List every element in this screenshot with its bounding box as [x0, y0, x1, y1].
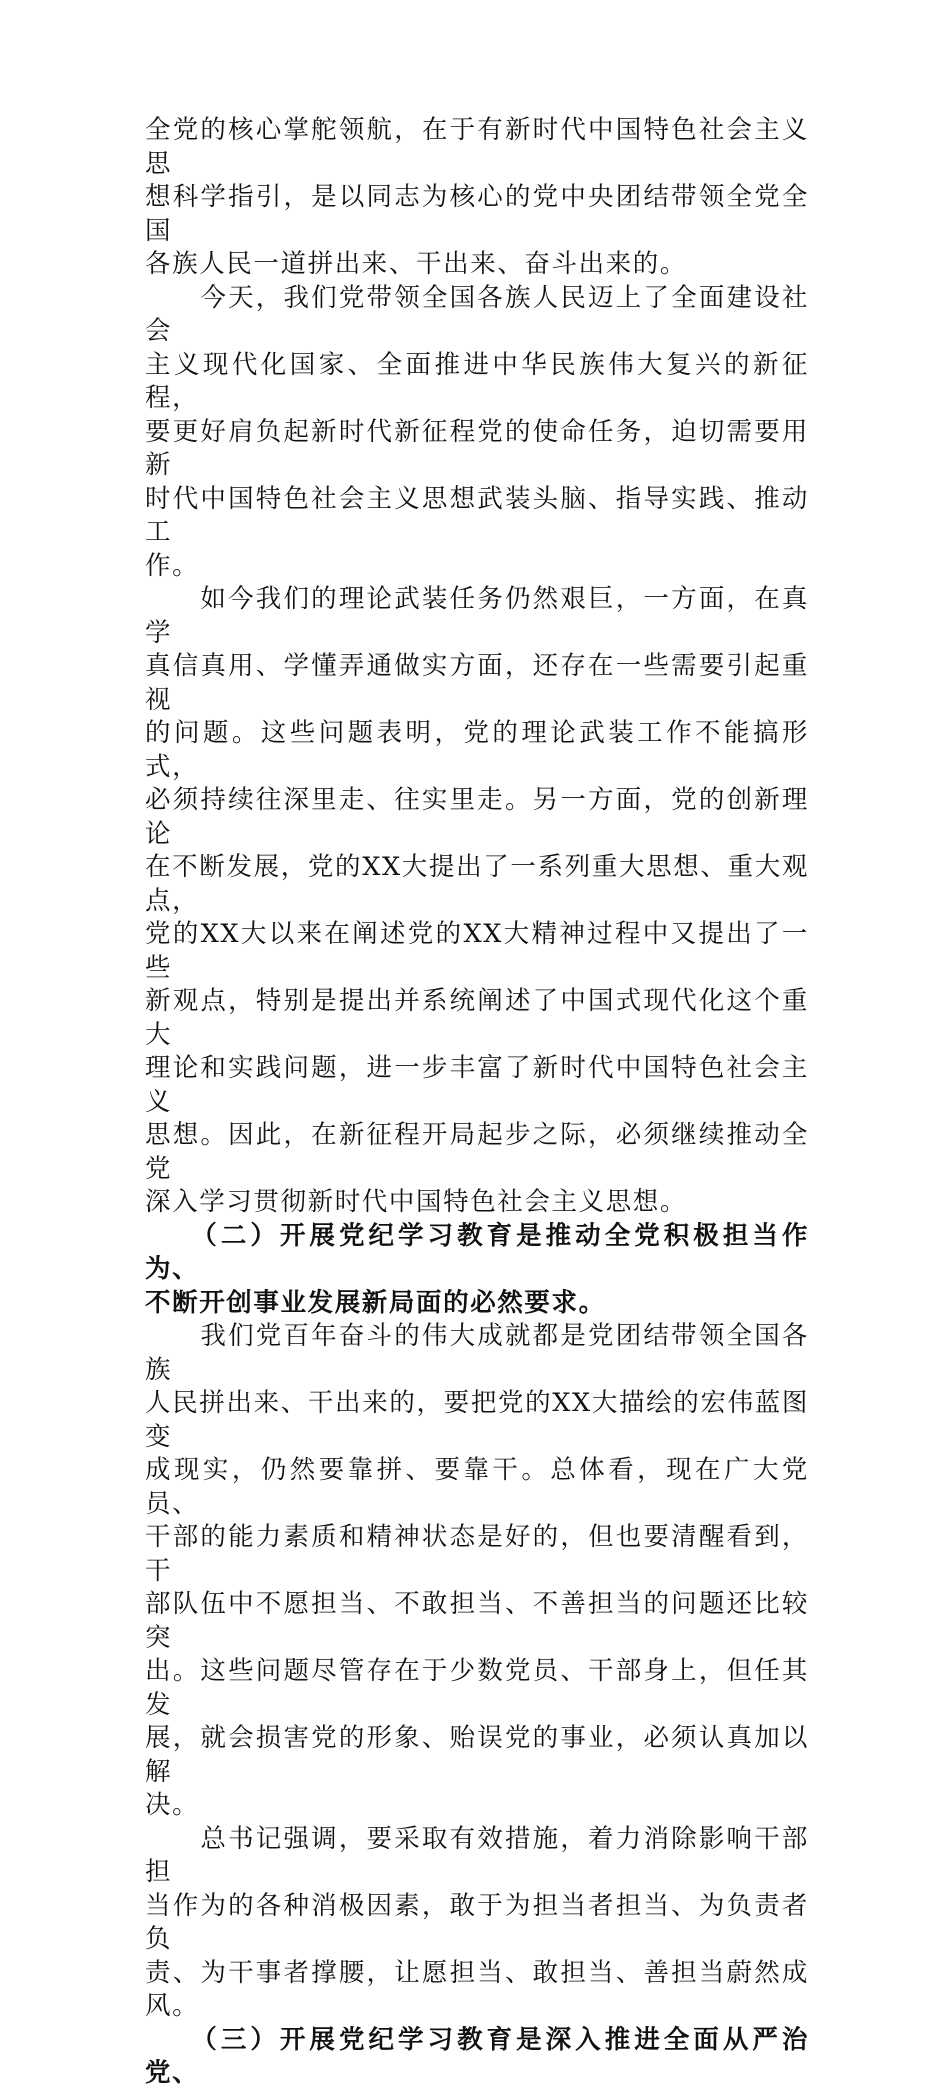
text-line: 主义现代化国家、全面推进中华民族伟大复兴的新征程，: [145, 349, 809, 413]
text-line: 作。: [145, 550, 200, 581]
text-line: 责、为干事者撑腰，让愿担当、敢担当、善担当蔚然成风。: [145, 1957, 809, 2021]
text-line: 真信真用、学懂弄通做实方面，还存在一些需要引起重视: [145, 651, 809, 715]
body-paragraph: [145, 583, 809, 1220]
text-line: 我们党百年奋斗的伟大成就都是党团结带领全国各族: [145, 1321, 809, 1385]
body-paragraph: [145, 1823, 809, 2024]
section-heading: [145, 2024, 809, 2091]
text-line: 理论和实践问题，进一步丰富了新时代中国特色社会主义: [145, 1053, 809, 1117]
text-line: 不断开创事业发展新局面的必然要求。: [145, 1287, 606, 1318]
text-line: 如今我们的理论武装任务仍然艰巨，一方面，在真学: [145, 584, 809, 648]
text-line: 想科学指引，是以同志为核心的党中央团结带领全党全国: [145, 182, 809, 246]
text-line: （三）开展党纪学习教育是深入推进全面从严治党、: [145, 2024, 809, 2088]
text-line: 思想。因此，在新征程开局起步之际，必须继续推动全党: [145, 1120, 809, 1184]
body-paragraph: [145, 1320, 809, 1823]
document-page: [145, 114, 809, 2091]
text-line: （二）开展党纪学习教育是推动全党积极担当作为、: [145, 1220, 809, 1284]
body-paragraph: [145, 282, 809, 584]
text-line: 的问题。这些问题表明，党的理论武装工作不能搞形式，: [145, 718, 809, 782]
text-line: 今天，我们党带领全国各族人民迈上了全面建设社会: [145, 282, 809, 346]
text-line: 成现实，仍然要靠拼、要靠干。总体看，现在广大党员、: [145, 1455, 809, 1519]
section-heading: [145, 1220, 809, 1321]
text-line: 要更好肩负起新时代新征程党的使命任务，迫切需要用新: [145, 416, 809, 480]
text-line: 深入学习贯彻新时代中国特色社会主义思想。: [145, 1187, 688, 1217]
text-line: 干部的能力素质和精神状态是好的，但也要清醒看到，干: [145, 1522, 809, 1586]
text-line: 展，就会损害党的形象、贻误党的事业，必须认真加以解: [145, 1723, 809, 1787]
text-line: 当作为的各种消极因素，敢于为担当者担当、为负责者负: [145, 1890, 809, 1954]
text-line: 必须持续往深里走、往实里走。另一方面，党的创新理论: [145, 785, 809, 849]
text-line: 部队伍中不愿担当、不敢担当、不善担当的问题还比较突: [145, 1589, 809, 1653]
text-line: 新观点，特别是提出并系统阐述了中国式现代化这个重大: [145, 986, 809, 1050]
text-line: 总书记强调，要采取有效措施，着力消除影响干部担: [145, 1823, 809, 1887]
text-line: 人民拼出来、干出来的，要把党的XX大描绘的宏伟蓝图变: [145, 1388, 809, 1452]
body-paragraph: [145, 114, 809, 282]
text-line: 出。这些问题尽管存在于少数党员、干部身上，但任其发: [145, 1656, 809, 1720]
text-line: 决。: [145, 1790, 200, 1820]
text-line: 各族人民一道拼出来、干出来、奋斗出来的。: [145, 249, 688, 279]
text-line: 党的XX大以来在阐述党的XX大精神过程中又提出了一些: [145, 919, 809, 983]
text-line: 在不断发展，党的XX大提出了一系列重大思想、重大观点，: [145, 852, 809, 916]
text-line: 时代中国特色社会主义思想武装头脑、指导实践、推动工: [145, 483, 809, 547]
text-line: 全党的核心掌舵领航，在于有新时代中国特色社会主义思: [145, 115, 809, 179]
